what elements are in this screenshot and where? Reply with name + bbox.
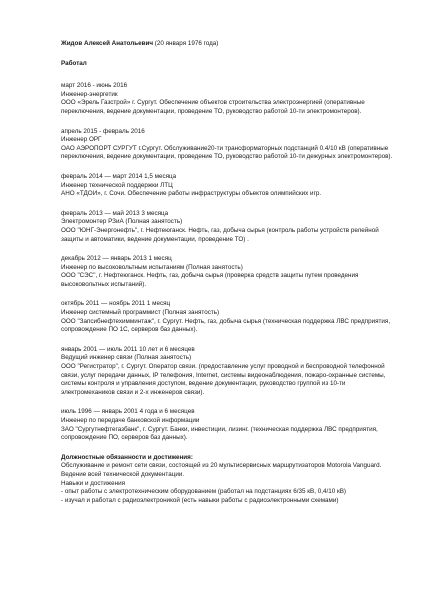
job-description: ООО "Регистратор", г. Сургут. Оператор связи. (предоставление услуг проводной и беспроводной телефонной связи, услуг передачи данных, IP телефония, Internet, системы видеонаблюдения, пожаро-охранные системы, системы контроля и управления доступом, ведение документации, руководство группой из 10-ти электромехаников связи и 2-х инженеров связи). [61,363,386,396]
job-entry-4 [61,210,401,244]
job-position: Инженер ОРГ [61,136,102,144]
job-position: Ведущий инженер связи (Полная занятость) [61,354,192,362]
person-name: Жидов Алексей Анатольевич [61,40,153,47]
job-description: ООО "СЭС", г. Нефтеюганск. Нефть, газ, добыча сырья (проверка средств защиты путем проведения высоковольтных испытаний). [61,272,359,288]
job-period: июль 1996 — январь 2001 4 года и 6 месяцев [61,408,195,416]
job-entry-2 [61,128,401,162]
job-entry-3 [61,173,401,199]
job-description: ООО "Запсибнефтехимминтаж", г. Сургут. Нефть, газ, добыча сырья (техническая поддержка ЛВС предприятия, сопровождение ПО 1С, серверов баз данных). [61,317,391,334]
job-period: март 2016 - июнь 2016 [61,82,128,90]
duties-line: - изучал и работал с радиоэлектроникой (есть навыки работы с радиоэлектронными схемами) [61,496,339,504]
resume-page [61,40,401,505]
job-entry-6 [61,300,401,334]
person-heading [61,40,401,49]
job-description: ООО «Эрель Газстрой» г. Сургут. Обеспечение объектов строительства электроэнергией (оперативные переключения, ведение документации, проведение ТО, руководство работой 10-ти электромонтеров). [61,99,365,115]
duties-title: Должностные обязанности и достижения: [61,453,193,461]
job-period: апрель 2015 - февраль 2016 [61,127,145,135]
birth-date: (20 января 1976 года) [154,40,219,47]
job-position: Инженер по высоковольтным испытаниям (Полная занятость) [61,263,243,271]
job-list [61,82,401,443]
job-period: декабрь 2012 — январь 2013 1 месяц [61,255,172,263]
job-period: февраль 2014 — март 2014 1,5 месяца [61,172,177,180]
job-description: ЗАО "Сургутнефтегазбанк", г. Сургут. Банки, инвестиции, лизинг. (техническая поддержка ЛВС предприятия, сопровождение ПО, серверов баз данных). [61,425,378,442]
duties-line: Навыки и достижения [61,479,126,487]
job-period: февраль 2013 — май 2013 3 месяца [61,209,169,217]
job-description: ОАО АЭРОПОРТ СУРГУТ г.Сургут. Обслуживание20-ти трансформаторных подстанций 0.4/10 кВ (оперативные переключения, ведение документации, проведение ТО, руководство работой 10-ти дежурных электромонтеров). [61,144,393,161]
job-period: январь 2001 — июль 2011 10 лет и 6 месяцев [61,345,195,353]
job-entry-7 [61,346,401,398]
duties-line: - опыт работы с электротехническим оборудованием (работал на подстанциях 6/35 кВ, 0,4/10 кВ) [61,488,347,496]
duties-section [61,454,401,506]
section-title-worked: Работал [61,59,87,67]
job-position: Электромонтер РЗиА (Полная занятость) [61,218,183,226]
job-position: Инженер системный программист (Полная занятость) [61,309,220,317]
job-position: Инженер-энергетик [61,90,118,98]
duties-line: Обслуживание и ремонт сети связи, состоящей из 20 мультисервисных маршрутизаторов Motorola Vanguard. Ведение всей технической документации. [61,462,382,478]
job-entry-5 [61,255,401,289]
job-entry-8 [61,408,401,442]
job-period: октябрь 2011 — ноябрь 2011 1 месяц [61,300,171,308]
job-entry-1 [61,82,401,116]
job-description: ООО "ЮНГ-Энергонефть", г. Нефтеюганск. Нефть, газ, добыча сырья (контроль работы устройств релейной защиты и автоматики, ведение документации, проведение ТО) . [61,226,379,243]
job-position: Инженер технической поддержки ЛТЦ [61,181,173,189]
job-position: Инженер по передаче банковской информации [61,417,200,424]
job-description: АНО «ТДОИ», г. Сочи. Обеспечение работы инфраструктуры объектов олимпийских игр. [61,190,322,198]
